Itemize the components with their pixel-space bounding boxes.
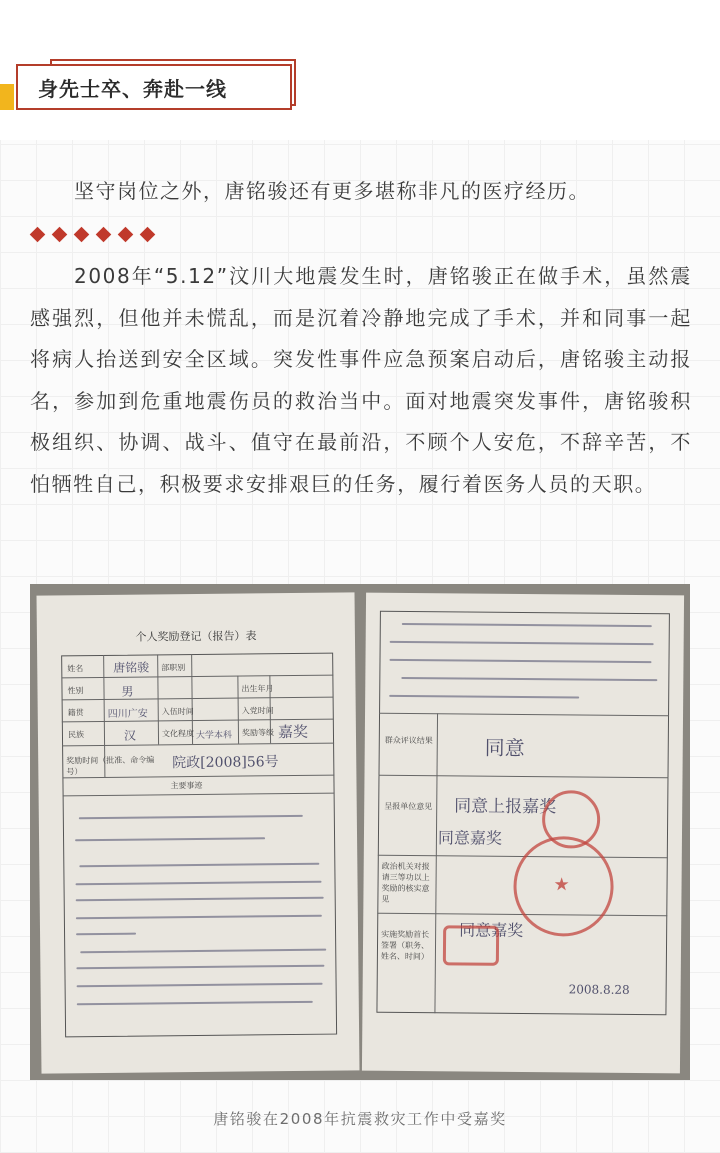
- label-army-time: 入伍时间: [161, 707, 194, 717]
- diamond-icon: [140, 227, 156, 243]
- label-native: 籍贯: [67, 708, 84, 718]
- body-paragraph: 2008年“5.12”汶川大地震发生时，唐铭骏正在做手术，虽然震感强烈，但他并未慌乱，而是沉着冷静地完成了手术，并和同事一起将病人抬送到安全区域。突发性事件应急预案启动后，唐铭骏主动报名，参加到危重地震伤员的救治当中。面对地震突发事件，唐铭骏积极组织、协调、战斗、值守在最前沿，不顾个人安危，不辞辛苦，不怕牺牲自己，积极要求安排艰巨的任务，履行着医务人员的天职。: [30, 264, 692, 496]
- handwritten-date: 2008.8.28: [568, 982, 630, 997]
- form-table: [61, 653, 337, 1038]
- handwritten-dept-opinion: 同意上报嘉奖: [454, 796, 557, 818]
- label-ethnic: 民族: [67, 730, 85, 740]
- handwritten-dept-opinion-2: 同意嘉奖: [437, 828, 503, 848]
- diamond-icon: [96, 227, 112, 243]
- label-award: 奖励等级: [241, 728, 275, 738]
- label-education: 文化程度: [161, 729, 195, 739]
- intro-paragraph: 坚守岗位之外，唐铭骏还有更多堪称非凡的医疗经历。: [74, 179, 590, 203]
- label-approval: 奖励时间（批准、命令编号）: [66, 755, 155, 777]
- award-form-left-page: [37, 592, 360, 1073]
- handwritten-native: 四川广安: [107, 708, 148, 720]
- diamond-divider: [30, 226, 155, 244]
- red-rectangle-stamp: [443, 925, 499, 965]
- handwritten-gender: 男: [121, 684, 134, 699]
- handwritten-command: 同意嘉奖: [459, 920, 524, 941]
- label-gender: 性别: [67, 686, 84, 696]
- title-accent-bar: [0, 84, 14, 110]
- label-dept: 呈报单位意见: [384, 801, 433, 812]
- label-political: 政治机关对报请三等功以上奖励的核实意见: [381, 861, 430, 904]
- diamond-icon: [30, 227, 46, 243]
- star-icon: ★: [553, 874, 570, 896]
- label-mass: 群众评议结果: [384, 735, 433, 746]
- label-party-time: 入党时间: [241, 706, 274, 716]
- handwritten-approval: 院政[2008]56号: [172, 754, 279, 772]
- label-birth: 出生年月: [241, 684, 274, 694]
- diamond-icon: [74, 227, 90, 243]
- handwritten-mass-opinion: 同意: [484, 735, 525, 761]
- label-unit: 部职别: [161, 663, 186, 673]
- handwritten-education: 大学本科: [195, 730, 233, 742]
- award-form-right-page: [362, 593, 684, 1074]
- form-title: 个人奖励登记（报告）表: [135, 629, 257, 644]
- label-events: 主要事迹: [170, 780, 203, 791]
- label-command: 实施奖励首长签署（职务、姓名、时间）: [380, 929, 430, 962]
- handwritten-ethnic: 汉: [123, 728, 137, 743]
- handwritten-name: 唐铭骏: [113, 660, 150, 675]
- diamond-icon: [118, 227, 134, 243]
- diamond-icon: [52, 227, 68, 243]
- photo-caption: 唐铭骏在2008年抗震救灾工作中受嘉奖: [213, 1110, 507, 1128]
- handwritten-award: 嘉奖: [277, 722, 309, 742]
- section-title-box: [16, 64, 292, 110]
- section-title: 身先士卒、奔赴一线: [38, 76, 227, 101]
- label-name: 姓名: [67, 664, 84, 674]
